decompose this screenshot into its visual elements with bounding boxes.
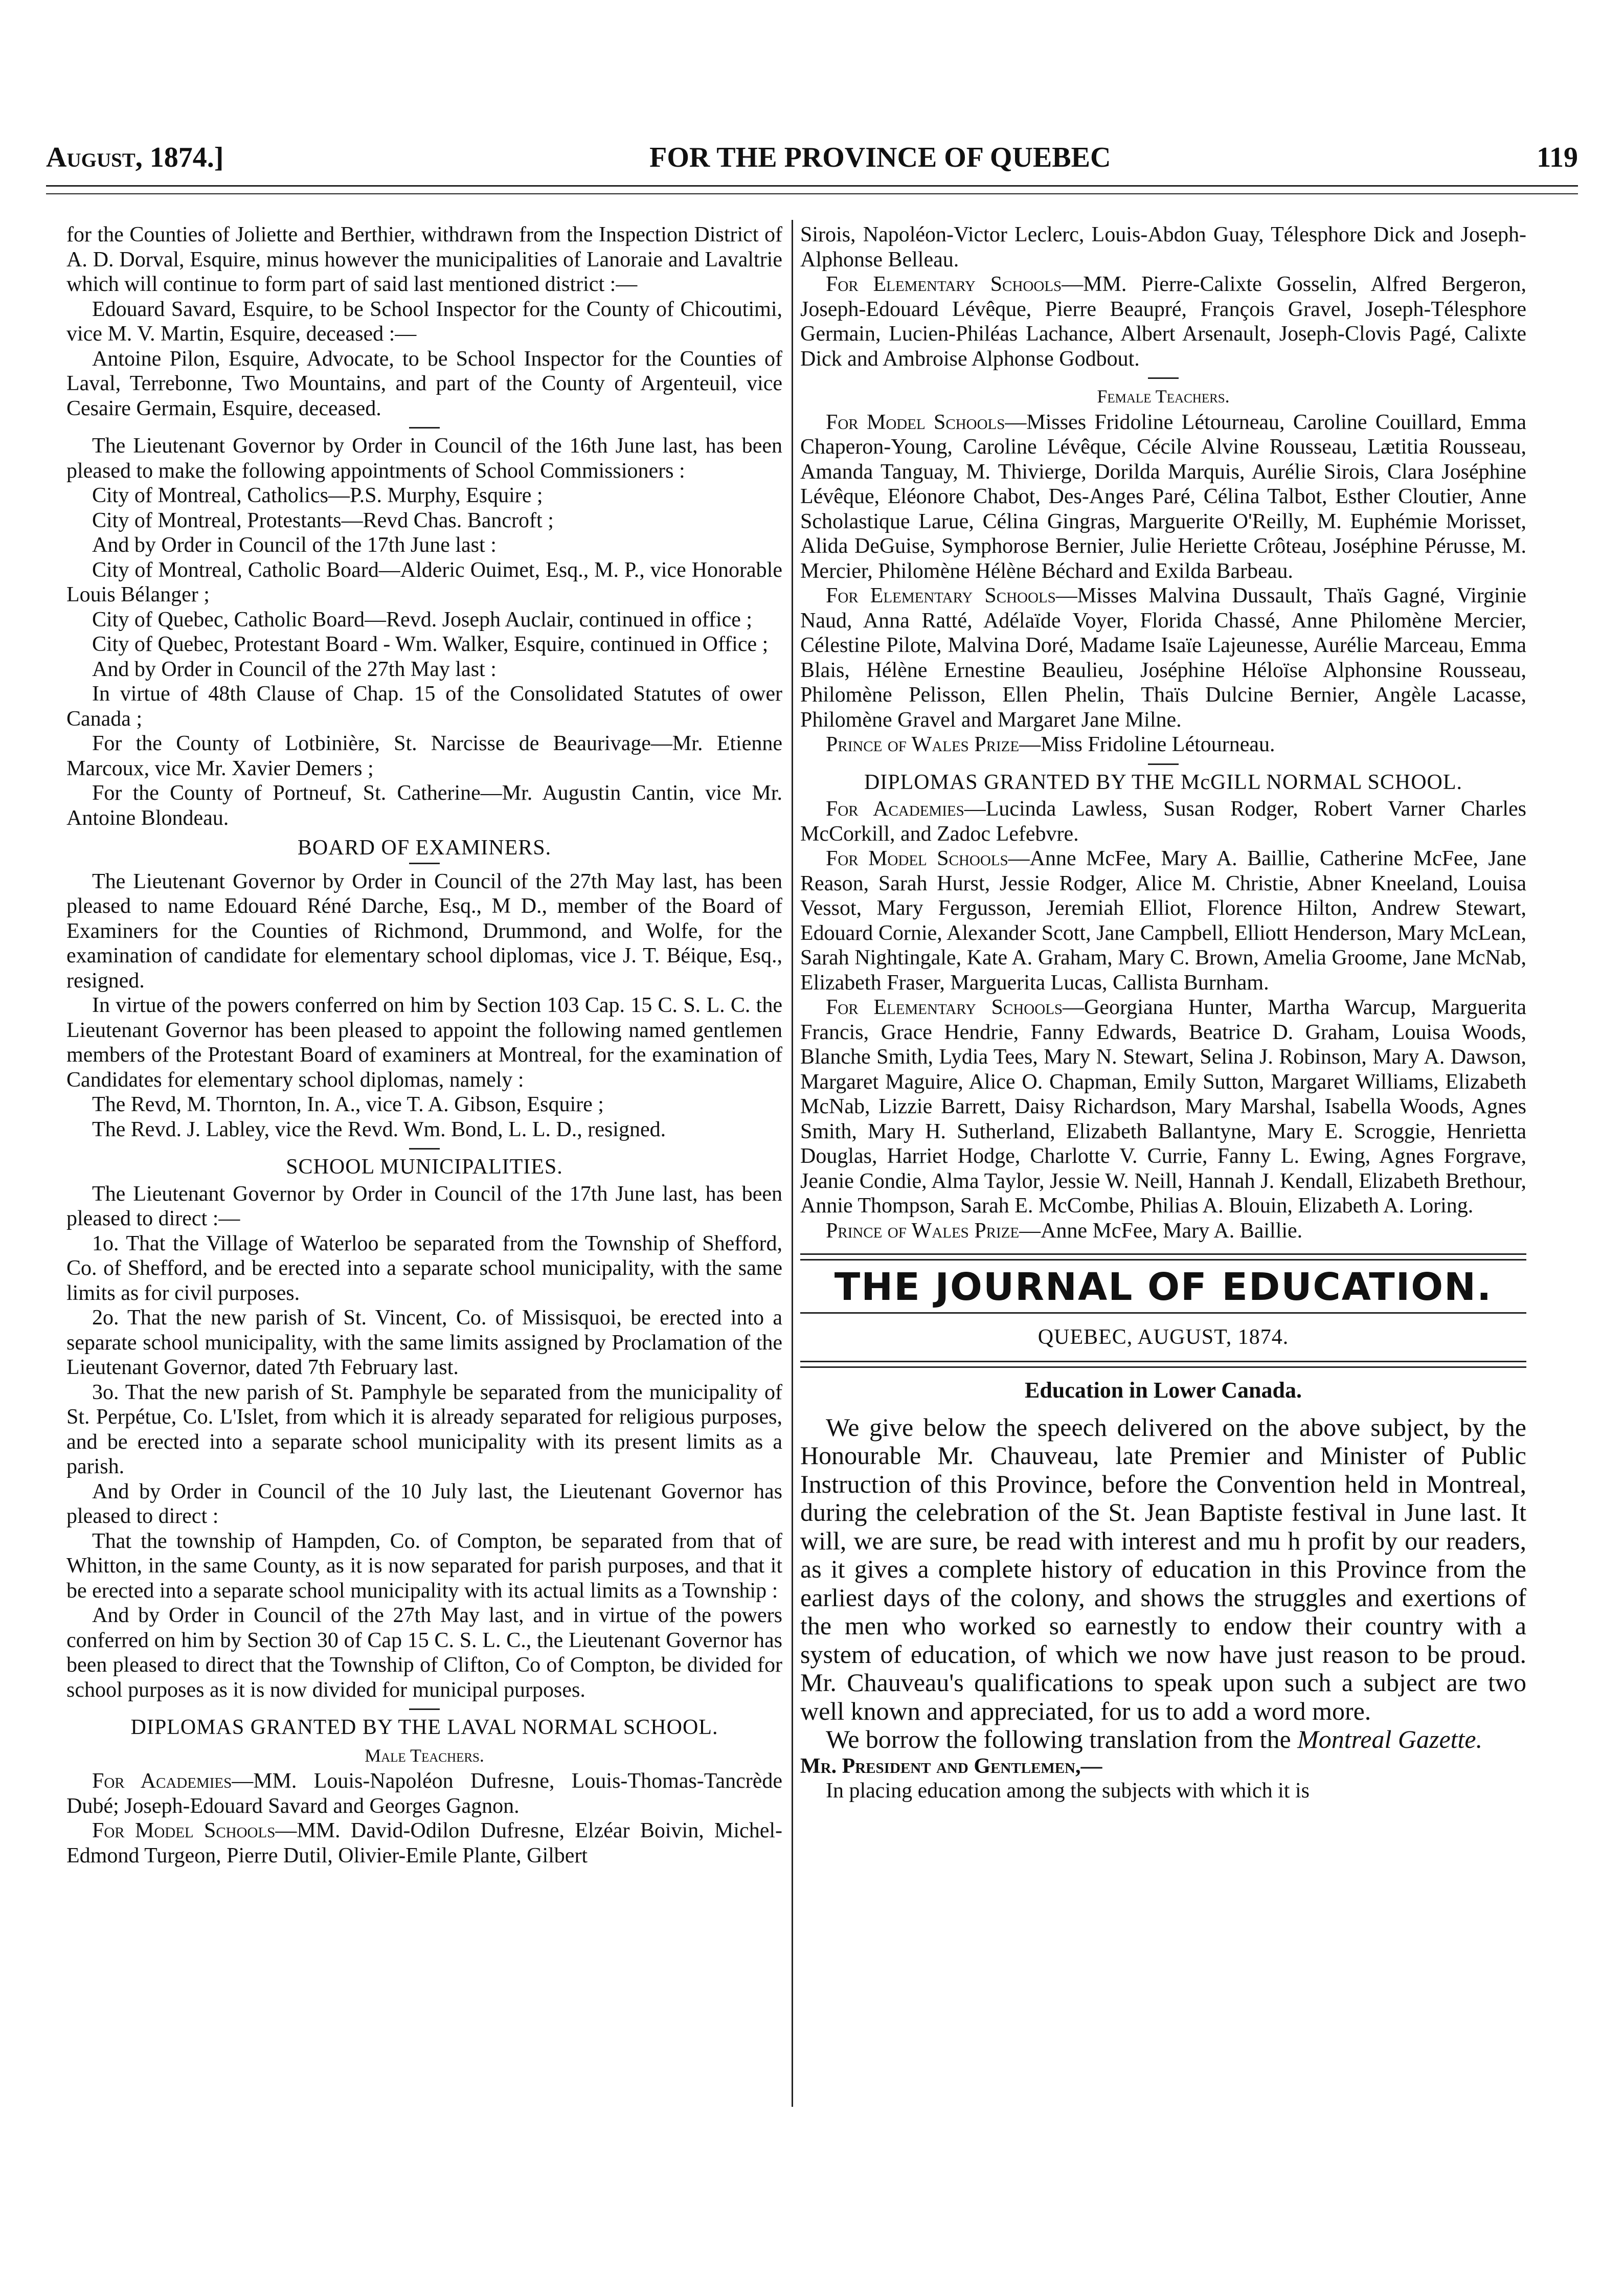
subheading-female-teachers: Female Teachers. bbox=[1097, 386, 1230, 407]
paragraph: The Lieutenant Governor by Order in Council of the 17th June last, has been pleased to direct :— bbox=[66, 1182, 782, 1230]
paragraph: Sirois, Napoléon-Victor Leclerc, Louis-Abdon Guay, Télesphore Dick and Joseph-Alphonse Belleau. bbox=[800, 223, 1526, 272]
entry-text: —Lucinda Lawless, Susan Rodger, Robert Varner Charles McCorkill, and Zadoc Lefebvre. bbox=[800, 797, 1526, 846]
editorial-heading: Education in Lower Canada. bbox=[1025, 1378, 1302, 1403]
paragraph: The Lieutenant Governor by Order in Council of the 27th May last, has been pleased to name Edouard Réné Darche, Esq., M D., member of the Board of Examiners for the Counties of Richmond, Drummond, and Wolfe, for the examination of candidate for elementary school diplomas, vice J. T. Béique, Esq., resigned. bbox=[66, 869, 782, 993]
paragraph: The Revd. J. Labley, vice the Revd. Wm. Bond, L. L. D., resigned. bbox=[92, 1117, 666, 1141]
paragraph: And by Order in Council of the 27th May last, and in virtue of the powers conferred on him by Section 30 of Cap 15 C. S. L. C., the Lieutenant Governor has been pleased to direct that the Township of Clifton, Co of Compton, be divided for school purposes as it is now divided for municipal purposes. bbox=[66, 1604, 782, 1702]
entry-label: For Academies bbox=[92, 1769, 232, 1793]
header-rule bbox=[46, 185, 1578, 187]
paragraph bbox=[800, 272, 1526, 371]
entry-text: —Misses Fridoline Létourneau, Caroline Couillard, Emma Chaperon-Young, Caroline Lévêque, Cécile Alvine Rousseau, Lætitia Rousseau, Amanda Tanguay, M. Thivierge, Dorilda Marquis, Aurélie Sirois, Clara Joséphine Lévêque, Eléonore Chabot, Des-Anges Paré, Célina Talbot, Esther Cloutier, Anne Scholastique Larue, Célina Gingras, Marguerite O'Reilly, M. Euphémie Morisset, Alida DeGuise, Symphorose Bernier, Julie Heriette Crôteau, Joséphine Pérusse, M. Mercier, Philomène Hélène Béchard and Exilda Barbeau. bbox=[800, 410, 1526, 583]
dateline: QUEBEC, AUGUST, 1874. bbox=[1037, 1325, 1289, 1349]
paragraph: City of Montreal, Catholic Board—Alderic Ouimet, Esq., M. P., vice Honorable Louis Bélanger ; bbox=[66, 558, 782, 606]
section-dash bbox=[409, 1148, 440, 1150]
masthead-rule-top bbox=[800, 1253, 1526, 1261]
paragraph: City of Quebec, Protestant Board - Wm. Walker, Esquire, continued in Office ; bbox=[92, 633, 769, 656]
paragraph bbox=[66, 1818, 782, 1868]
salutation: Mr. President and Gentlemen,— bbox=[800, 1754, 1102, 1778]
paragraph: Antoine Pilon, Esquire, Advocate, to be School Inspector for the Counties of Laval, Terrebonne, Two Mountains, and part of the County of Argenteuil, vice Cesaire Germain, Esquire, deceased. bbox=[66, 347, 782, 420]
section-heading-laval: DIPLOMAS GRANTED BY THE LAVAL NORMAL SCHOOL. bbox=[130, 1716, 718, 1739]
entry-text: —MM. David-Odilon Dufresne, Elzéar Boivin, Michel-Edmond Turgeon, Pierre Dutil, Olivier-Emile Plante, Gilbert bbox=[66, 1819, 782, 1868]
running-header bbox=[46, 128, 1578, 174]
entry-text: —MM. Louis-Napoléon Dufresne, Louis-Thomas-Tancrède Dubé; Joseph-Edouard Savard and Georges Gagnon. bbox=[66, 1769, 782, 1818]
paragraph: Edouard Savard, Esquire, to be School Inspector for the County of Chicoutimi, vice M. V. Martin, Esquire, deceased :— bbox=[66, 297, 782, 346]
paragraph bbox=[66, 1769, 782, 1818]
publication-name: Montreal Gazette. bbox=[1297, 1725, 1483, 1753]
paragraph: We give below the speech delivered on the above subject, by the Honourable Mr. Chauveau, late Premier and Minister of Public Instruction of this Province, before the Convention held in Montreal, during the celebration of the St. Jean Baptiste festival in June last. It will, we are sure, be read with interest and mu h profit by our readers, as it gives a complete history of education in this Province from the earliest days of the colony, and shows the struggles and exertions of the men who worked so earnestly to endow their country with a system of education, of which we now have just reason to be proud. Mr. Chauveau's qualifications to speak upon such a subject are two well known and appreciated, for us to add a word more. bbox=[800, 1412, 1526, 1725]
paragraph: City of Montreal, Catholics—P.S. Murphy, Esquire ; bbox=[92, 484, 543, 507]
paragraph: In virtue of 48th Clause of Chap. 15 of the Consolidated Statutes of ower Canada ; bbox=[66, 682, 782, 731]
paragraph: In virtue of the powers conferred on him by Section 103 Cap. 15 C. S. L. C. the Lieutenant Governor has been pleased to appoint the following named gentlemen members of the Protestant Board of examiners at Montreal, for the examination of Candidates for elementary school diplomas, namely : bbox=[66, 994, 782, 1092]
paragraph: 3o. That the new parish of St. Pamphyle be separated from the municipality of St. Perpétue, Co. L'Islet, from which it is already separated for religious purposes, and be erected into a separate school municipality with its present limits as a parish. bbox=[66, 1380, 782, 1478]
dateline-rule bbox=[800, 1361, 1526, 1368]
entry-text: —Anne McFee, Mary A. Baillie. bbox=[1019, 1219, 1303, 1243]
masthead-rule-bottom bbox=[800, 1312, 1526, 1314]
paragraph: And by Order in Council of the 10 July last, the Lieutenant Governor has pleased to direct : bbox=[66, 1479, 782, 1528]
paragraph bbox=[800, 1219, 1526, 1244]
header-rule-2 bbox=[46, 193, 1578, 194]
header-date: August, 1874.] bbox=[46, 142, 224, 173]
paragraph: For the County of Lotbinière, St. Narcisse de Beaurivage—Mr. Etienne Marcoux, vice Mr. Xavier Demers ; bbox=[66, 732, 782, 780]
paragraph: 1o. That the Village of Waterloo be separated from the Township of Shefford, Co. of Shefford, and be erected into a separate school municipality, with the same limits as for civil purposes. bbox=[66, 1231, 782, 1305]
paragraph: 2o. That the new parish of St. Vincent, Co. of Missisquoi, be erected into a separate school municipality, with the same limits assigned by Proclamation of the Lieutenant Governor, dated 7th February last. bbox=[66, 1306, 782, 1379]
entry-label: For Elementary Schools bbox=[826, 584, 1056, 608]
paragraph: for the Counties of Joliette and Berthier, withdrawn from the Inspection District of A. D. Dorval, Esquire, minus however the municipalities of Lanoraie and Lavaltrie which will continue to form part of said last mentioned district :— bbox=[66, 223, 782, 296]
paragraph bbox=[800, 846, 1526, 995]
paragraph: City of Quebec, Catholic Board—Revd. Joseph Auclair, continued in office ; bbox=[92, 608, 753, 632]
section-heading-board: BOARD OF EXAMINERS. bbox=[297, 836, 552, 860]
entry-label: For Model Schools bbox=[92, 1819, 276, 1842]
section-heading-municipalities: SCHOOL MUNICIPALITIES. bbox=[286, 1155, 563, 1179]
paragraph bbox=[800, 410, 1526, 584]
entry-text: —Misses Malvina Dussault, Thaïs Gagné, Virginie Naud, Anna Ratté, Adélaïde Voyer, Florida Chassé, Anne Philomène Mercier, Célestine Pilote, Malvina Doré, Madame Isaïe Lajeunesse, Aurélie Marceau, Emma Blais, Hélène Ernestine Beaulieu, Joséphine Héloïse Alphonsine Rousseau, Philomène Pelisson, Ellen Phelin, Thaïs Dulcine Bernier, Angèle Lacasse, Philomène Gravel and Margaret Jane Milne. bbox=[800, 584, 1526, 732]
entry-label: For Academies bbox=[826, 797, 964, 821]
editorial bbox=[800, 1413, 1526, 1754]
paragraph bbox=[800, 583, 1526, 732]
section-heading-mcgill: DIPLOMAS GRANTED BY THE McGILL NORMAL SCHOOL. bbox=[864, 770, 1463, 794]
masthead: THE JOURNAL OF EDUCATION. bbox=[834, 1265, 1493, 1309]
header-title: FOR THE PROVINCE OF QUEBEC bbox=[649, 142, 1111, 173]
paragraph: And by Order in Council of the 27th May last : bbox=[92, 657, 497, 681]
right-column bbox=[800, 222, 1526, 1804]
entry-text: —Anne McFee, Mary A. Baillie, Catherine McFee, Jane Reason, Sarah Hurst, Jessie Rodger, Alice M. Christie, Abner Kneeland, Louisa Vessot, Mary Fergusson, Jeremiah Elliot, Florence Hilton, Andrew Stewart, Edouard Cornie, Alexander Scott, Jane Campbell, Elliott Henderson, Mary McLean, Sarah Nightingale, Kate A. Graham, Mary C. Brown, Amelia Groome, Jane McNab, Elizabeth Fraser, Marguerita Lucas, Callista Burnham. bbox=[800, 847, 1526, 995]
paragraph: The Lieutenant Governor by Order in Council of the 16th June last, has been pleased to make the following appointments of School Commissioners : bbox=[66, 434, 782, 483]
section-dash bbox=[409, 863, 440, 864]
entry-text: —Miss Fridoline Létourneau. bbox=[1019, 733, 1275, 756]
entry-label: For Model Schools bbox=[826, 410, 1005, 434]
section-dash bbox=[409, 1708, 440, 1710]
entry-label: For Model Schools bbox=[826, 847, 1008, 870]
paragraph bbox=[800, 732, 1526, 757]
section-dash bbox=[409, 427, 440, 429]
paragraph-text: We borrow the following translation from the bbox=[826, 1725, 1298, 1753]
paragraph: The Revd, M. Thornton, In. A., vice T. A. Gibson, Esquire ; bbox=[92, 1093, 604, 1116]
paragraph: For the County of Portneuf, St. Catherine—Mr. Augustin Cantin, vice Mr. Antoine Blondeau. bbox=[66, 781, 782, 830]
entry-label: Prince of Wales Prize bbox=[826, 1219, 1020, 1243]
paragraph bbox=[800, 1725, 1526, 1754]
entry-label: Prince of Wales Prize bbox=[826, 733, 1020, 756]
paragraph: That the township of Hampden, Co. of Compton, be separated from that of Whitton, in the same County, as it is now separated for parish purposes, and that it be erected into a separate school municipality with its actual limits as a Township : bbox=[66, 1529, 782, 1603]
column-divider bbox=[792, 220, 793, 2107]
section-dash bbox=[1148, 763, 1179, 765]
entry-text: —MM. Pierre-Calixte Gosselin, Alfred Bergeron, Joseph-Edouard Lévêque, Pierre Beaupré, François Gravel, Joseph-Télesphore Germain, Lucien-Philéas Lachance, Albert Arsenault, Joseph-Clovis Pagé, Calixte Dick and Ambroise Alphonse Godbout. bbox=[800, 273, 1526, 371]
entry-text: —Georgiana Hunter, Martha Warcup, Marguerita Francis, Grace Hendrie, Fanny Edwards, Beatrice D. Graham, Louisa Woods, Blanche Smith, Lydia Tees, Mary N. Stewart, Selina J. Robinson, Mary A. Dawson, Margaret Maguire, Alice O. Chapman, Emily Sutton, Margaret Williams, Elizabeth McNab, Lizzie Barrett, Daisy Richardson, Mary Marshal, Isabella Woods, Agnes Smith, Mary H. Sutherland, Elizabeth Ballantyne, Mary E. Scroggie, Henrietta Douglas, Harriet Hodge, Charlotte V. Currie, Fanny L. Ewing, Agnes Forgrave, Jeanie Condie, Alma Taylor, Jessie W. Neill, Hannah J. Kendall, Elizabeth Brethour, Annie Thompson, Sarah E. McCombe, Philias A. Blouin, Elizabeth A. Loring. bbox=[800, 996, 1526, 1218]
entry-label: For Elementary Schools bbox=[826, 996, 1063, 1019]
paragraph: And by Order in Council of the 17th June last : bbox=[92, 533, 497, 557]
paragraph bbox=[800, 995, 1526, 1219]
paragraph bbox=[800, 797, 1526, 846]
section-dash bbox=[1148, 377, 1179, 379]
paragraph: City of Montreal, Protestants—Revd Chas. Bancroft ; bbox=[92, 508, 554, 532]
paragraph: In placing education among the subjects with which it is bbox=[826, 1779, 1310, 1803]
entry-label: For Elementary Schools bbox=[826, 273, 1062, 296]
subheading-male-teachers: Male Teachers. bbox=[365, 1745, 484, 1766]
left-column bbox=[66, 222, 782, 1868]
page-number: 119 bbox=[1537, 142, 1578, 173]
